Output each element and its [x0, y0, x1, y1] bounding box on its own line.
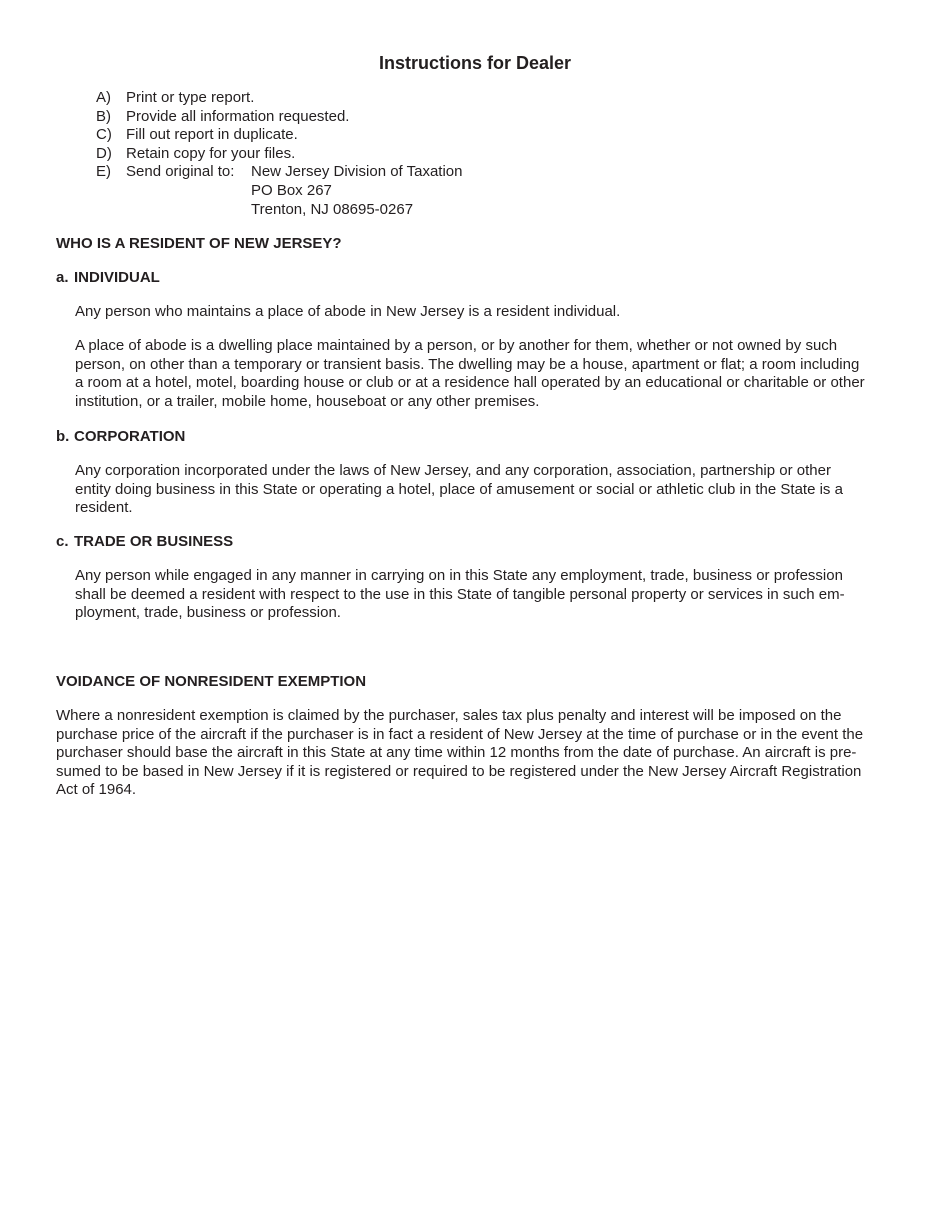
paragraph-line: ployment, trade, business or profession.	[75, 604, 341, 622]
individual-heading	[56, 269, 160, 287]
step-text: Retain copy for your files.	[126, 144, 296, 162]
step-text: Provide all information requested.	[126, 107, 350, 125]
corporation-heading	[56, 428, 185, 446]
paragraph-line: resident.	[75, 499, 133, 517]
individual-title: INDIVIDUAL	[74, 269, 160, 286]
step-letter: A)	[96, 89, 111, 106]
paragraph-line: Any corporation incorporated under the laws of New Jersey, and any corporation, association, partnership or other	[75, 462, 831, 479]
paragraph-line: person, on other than a temporary or transient basis. The dwelling may be a house, apartment or flat; a room including	[75, 355, 860, 373]
step-letter: E)	[96, 163, 111, 181]
paragraph-line: institution, or a trailer, mobile home, houseboat or any other premises.	[75, 392, 540, 410]
voidance-heading: VOIDANCE OF NONRESIDENT EXEMPTION	[56, 673, 367, 690]
individual-label: a.	[56, 269, 69, 286]
page-title: Instructions for Dealer	[378, 53, 572, 73]
individual-paragraph-2	[75, 337, 895, 411]
paragraph-line: shall be deemed a resident with respect to the use in this State of tangible personal property or services in such em-	[75, 585, 845, 603]
step-text: Send original to:	[126, 163, 235, 181]
trade-title: TRADE OR BUSINESS	[74, 533, 234, 550]
step-text: Print or type report.	[126, 89, 255, 106]
trade-label: c.	[56, 533, 69, 550]
address-line: PO Box 267	[251, 181, 332, 199]
trade-heading	[56, 533, 233, 551]
address-line: New Jersey Division of Taxation	[251, 163, 463, 181]
individual-paragraph-1: Any person who maintains a place of abode in New Jersey is a resident individual.	[75, 303, 621, 320]
paragraph-line: purchase price of the aircraft if the purchaser is in fact a resident of New Jersey at the time of purchase or in the event the	[56, 725, 864, 743]
trade-paragraph	[75, 567, 895, 623]
paragraph-line: entity doing business in this State or operating a hotel, place of amusement or social or athletic club in the State is a	[75, 480, 843, 498]
step-text: Fill out report in duplicate.	[126, 126, 298, 144]
corporation-title: CORPORATION	[74, 428, 186, 445]
voidance-paragraph	[56, 707, 896, 800]
resident-section-heading: WHO IS A RESIDENT OF NEW JERSEY?	[56, 235, 342, 252]
paragraph-line: purchaser should base the aircraft in this State at any time within 12 months from the date of purchase. An aircraft is pre-	[56, 744, 857, 762]
paragraph-line: A place of abode is a dwelling place maintained by a person, or by another for them, whether or not owned by such	[75, 337, 838, 354]
step-letter: B)	[96, 107, 111, 125]
corporation-label: b.	[56, 428, 70, 445]
paragraph-line: Where a nonresident exemption is claimed by the purchaser, sales tax plus penalty and interest will be imposed on the	[56, 707, 842, 724]
step-letter: D)	[96, 144, 112, 162]
mailing-address	[251, 163, 462, 219]
paragraph-line: sumed to be based in New Jersey if it is registered or required to be registered under the New Jersey Aircraft Registration	[56, 762, 862, 780]
corporation-paragraph	[75, 462, 895, 518]
step-letter: C)	[96, 126, 112, 144]
paragraph-line: a room at a hotel, motel, boarding house or club or at a residence hall operated by an educational or charitable or other	[75, 374, 865, 392]
paragraph-line: Any person while engaged in any manner in carrying on in this State any employment, trade, business or profession	[75, 567, 843, 584]
address-line: Trenton, NJ 08695-0267	[251, 200, 414, 218]
paragraph-line: Act of 1964.	[56, 781, 137, 799]
